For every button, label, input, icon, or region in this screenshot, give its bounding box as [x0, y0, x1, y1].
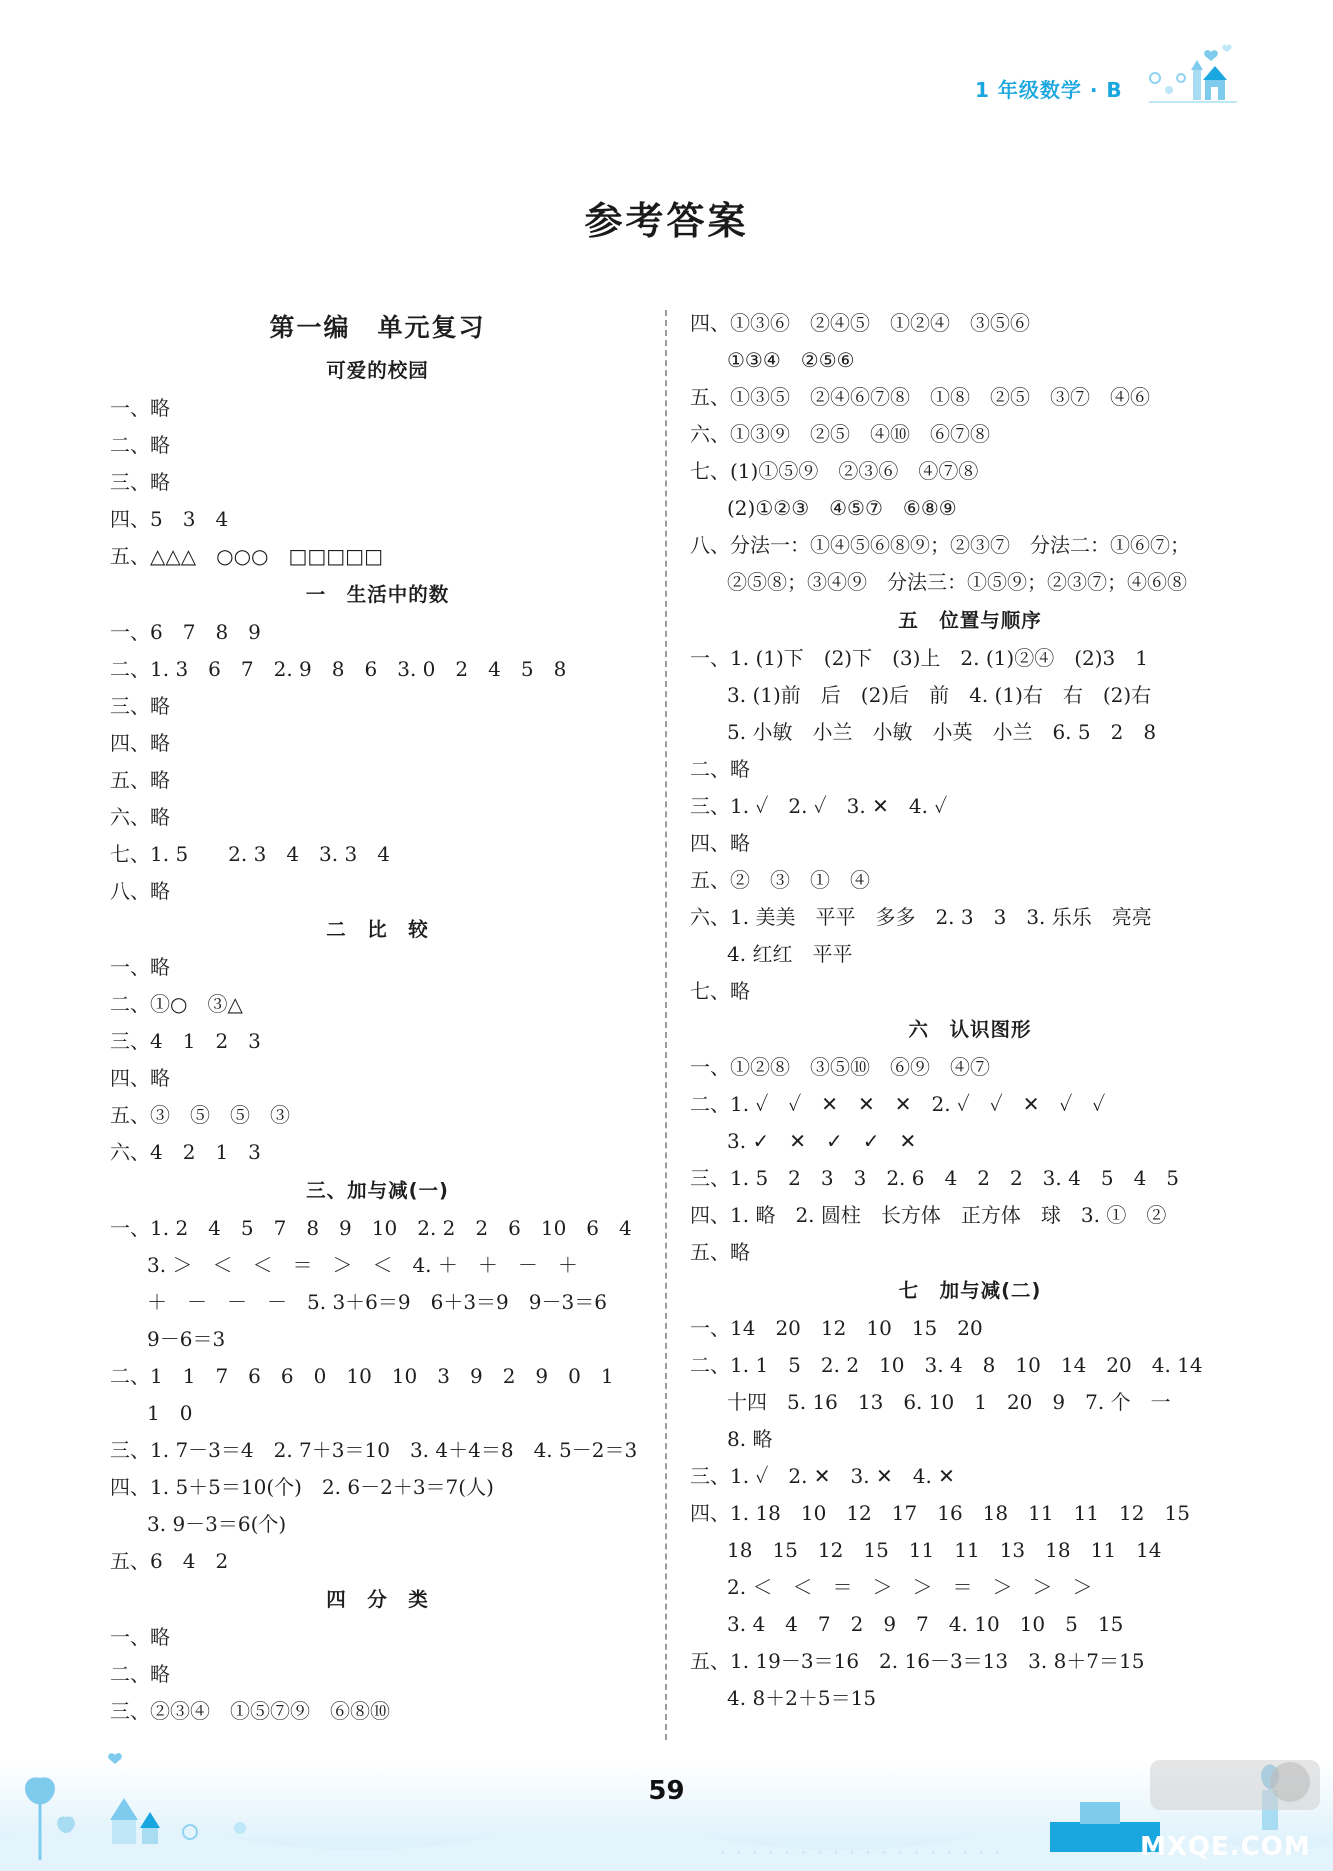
answer-line: ①③④ ②⑤⑥ — [727, 348, 855, 372]
answer-line: 五、② ③ ① ④ — [690, 868, 870, 892]
answer-line: 三、略 — [110, 470, 170, 494]
answer-line: 4. 红红 平平 — [727, 942, 853, 966]
answer-line: 四、1. 5＋5＝10(个) 2. 6－2＋3＝7(人) — [110, 1475, 494, 1499]
answer-line: 五、6 4 2 — [110, 1549, 229, 1573]
section-title: 五 位置与顺序 — [898, 609, 1042, 632]
answer-line: 五、③ ⑤ ⑤ ③ — [110, 1103, 290, 1127]
answer-line: 一、14 20 12 10 15 20 — [690, 1316, 983, 1340]
answer-line: 三、1. ✓ 2. ✕ 3. ✕ 4. ✕ — [690, 1464, 955, 1488]
answer-line: 二、略 — [690, 757, 750, 781]
answer-line: 二、1. 3 6 7 2. 9 8 6 3. 0 2 4 5 8 — [110, 657, 567, 681]
answer-line: 六、①③⑨ ②⑤ ④⑩ ⑥⑦⑧ — [690, 422, 990, 446]
answer-line: (2)①②③ ④⑤⑦ ⑥⑧⑨ — [727, 496, 957, 520]
answer-line: 9－6＝3 — [147, 1327, 226, 1351]
answer-line: 18 15 12 15 11 11 13 18 11 14 — [727, 1538, 1162, 1562]
answer-line: 七、1. 5 2. 3 4 3. 3 4 — [110, 842, 390, 866]
answer-line: 四、1. 18 10 12 17 16 18 11 11 12 15 — [690, 1501, 1190, 1525]
answer-line: 2. ＜ ＜ ＝ ＞ ＞ ＝ ＞ ＞ ＞ — [727, 1575, 1093, 1599]
answer-line: 二、1. 1 5 2. 2 10 3. 4 8 10 14 20 4. 14 — [690, 1353, 1203, 1377]
answer-line: 三、1. 5 2 3 3 2. 6 4 2 2 3. 4 5 4 5 — [690, 1166, 1180, 1190]
answer-line: 三、4 1 2 3 — [110, 1029, 261, 1053]
answer-line: 四、5 3 4 — [110, 507, 229, 531]
answer-line: 5. 小敏 小兰 小敏 小英 小兰 6. 5 2 8 — [727, 720, 1157, 744]
answer-line: 一、略 — [110, 396, 170, 420]
header-grade-label: 1 年级数学 · B — [975, 78, 1123, 102]
answer-line: 五、1. 19－3＝16 2. 16－3＝13 3. 8＋7＝15 — [690, 1649, 1145, 1673]
answer-line: 四、①③⑥ ②④⑤ ①②④ ③⑤⑥ — [690, 311, 1030, 335]
answer-line: 一、略 — [110, 1625, 170, 1649]
answer-line: 3. 4 4 7 2 9 7 4. 10 10 5 15 — [727, 1612, 1124, 1636]
answer-line: 二、略 — [110, 433, 170, 457]
answer-line: 六、4 2 1 3 — [110, 1140, 261, 1164]
section-title: 可爱的校园 — [326, 359, 429, 382]
answer-line: 二、1. ✓ ✓ ✕ ✕ ✕ 2. ✓ ✓ ✕ ✓ ✓ — [690, 1092, 1106, 1116]
page-title: 参考答案 — [584, 198, 749, 243]
answer-line: 四、略 — [110, 731, 170, 755]
answer-line: 3. 9－3＝6(个) — [147, 1512, 287, 1536]
answer-line: 三、略 — [110, 694, 170, 718]
answer-line: 八、略 — [110, 879, 170, 903]
answer-line: 8. 略 — [727, 1427, 773, 1451]
answer-line: 四、略 — [690, 831, 750, 855]
answer-line: 一、略 — [110, 955, 170, 979]
answer-line: 五、略 — [690, 1240, 750, 1264]
answer-line: 五、略 — [110, 768, 170, 792]
answer-line: 二、1 1 7 6 6 0 10 10 3 9 2 9 0 1 — [110, 1364, 614, 1388]
answer-line: 4. 8＋2＋5＝15 — [727, 1686, 877, 1710]
answer-line: 3. (1)前 后 (2)后 前 4. (1)右 右 (2)右 — [727, 683, 1152, 707]
answer-line: 七、(1)①⑤⑨ ②③⑥ ④⑦⑧ — [690, 459, 979, 483]
answer-line: 一、①②⑧ ③⑤⑩ ⑥⑨ ④⑦ — [690, 1055, 990, 1079]
answer-line: ②⑤⑧；③④⑨ 分法三：①⑤⑨；②③⑦；④⑥⑧ — [727, 570, 1187, 594]
column-divider — [665, 310, 667, 1740]
header-house-decoration-icon — [1145, 40, 1240, 112]
part-title: 第一编 单元复习 — [269, 313, 486, 342]
answer-line: 五、①③⑤ ②④⑥⑦⑧ ①⑧ ②⑤ ③⑦ ④⑥ — [690, 385, 1150, 409]
answer-line: 十四 5. 16 13 6. 10 1 20 9 7. 个 一 — [727, 1390, 1171, 1414]
answer-line: 一、1. (1)下 (2)下 (3)上 2. (1)②④ (2)3 1 — [690, 646, 1148, 670]
answer-line: 四、略 — [110, 1066, 170, 1090]
answer-line: 3. ✓ ✕ ✓ ✓ ✕ — [727, 1129, 917, 1153]
left-sections — [110, 351, 645, 1730]
answer-line: 三、②③④ ①⑤⑦⑨ ⑥⑧⑩ — [110, 1699, 390, 1723]
answer-line: 一、1. 2 4 5 7 8 9 10 2. 2 2 6 10 6 4 — [110, 1216, 632, 1240]
svg-text:· · · · · · · · · · · · · · ·: · · · · · · · · · · · · · · · · · · — [720, 1843, 1004, 1862]
answer-line: 二、略 — [110, 1662, 170, 1686]
answer-line: 二、①○ ③△ — [110, 992, 243, 1016]
right-sections — [690, 305, 1250, 1717]
watermark-logo-icon — [1130, 1740, 1330, 1820]
watermark-text: MXQE.COM — [1140, 1832, 1311, 1862]
section-title: 三、加与减(一) — [306, 1179, 449, 1202]
answer-line: 七、略 — [690, 979, 750, 1003]
answer-line: 八、分法一：①④⑤⑥⑧⑨；②③⑦ 分法二：①⑥⑦； — [690, 533, 1190, 557]
answer-line: 3. ＞ ＜ ＜ ＝ ＞ ＜ 4. ＋ ＋ － ＋ — [147, 1253, 578, 1277]
left-column — [110, 305, 645, 1730]
section-title: 六 认识图形 — [908, 1018, 1032, 1041]
section-title: 一 生活中的数 — [305, 583, 450, 606]
answer-line: 一、6 7 8 9 — [110, 620, 261, 644]
answer-line: 四、1. 略 2. 圆柱 长方体 正方体 球 3. ① ② — [690, 1203, 1167, 1227]
page-number: 59 — [648, 1776, 685, 1806]
answer-line: 1 0 — [147, 1401, 193, 1425]
right-column — [690, 305, 1250, 1717]
section-title: 二 比 较 — [326, 918, 429, 941]
answer-line: 六、略 — [110, 805, 170, 829]
answer-line: ＋ － － － 5. 3＋6＝9 6＋3＝9 9－3＝6 — [147, 1290, 607, 1314]
answer-line: 三、1. 7－3＝4 2. 7＋3＝10 3. 4＋4＝8 4. 5－2＝3 — [110, 1438, 638, 1462]
answer-line: 三、1. ✓ 2. ✓ 3. ✕ 4. ✓ — [690, 794, 948, 818]
section-title: 四 分 类 — [326, 1588, 429, 1611]
section-title: 七 加与减(二) — [898, 1279, 1042, 1302]
answer-line: 五、△△△ ○○○ □□□□□ — [110, 544, 383, 568]
answer-line: 六、1. 美美 平平 多多 2. 3 3 3. 乐乐 亮亮 — [690, 905, 1152, 929]
